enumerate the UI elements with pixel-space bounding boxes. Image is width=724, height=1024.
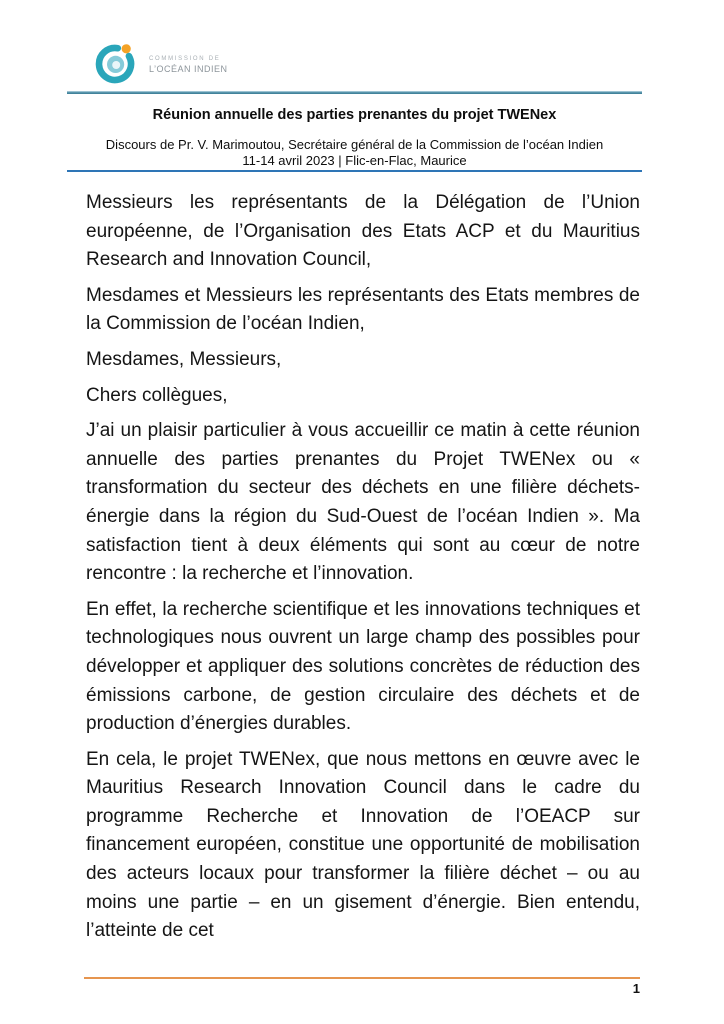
logo-org-line2: L’OCÉAN INDIEN	[149, 63, 228, 74]
commission-ocean-indien-logo	[93, 39, 228, 84]
document-title: Réunion annuelle des parties prenantes du projet TWENex	[152, 107, 557, 123]
logo-org-line1: COMMISSION DE	[149, 55, 221, 62]
document-dateline: 11-14 avril 2023 | Flic-en-Flac, Maurice	[242, 153, 467, 168]
paragraph-salutation-collegues: Chers collègues,	[86, 384, 228, 406]
paragraph-recherche-innovations: En effet, la recherche scientifique et les innovations techniques et technologiques nous ouvrent un large champ des possibles pour développer et appliquer des solutions concrètes de réduction des émissions carbone, de gestion circulaire des déchets et de production d’énergies durables.	[86, 598, 640, 735]
speech-body	[86, 189, 640, 971]
paragraph-accueil-twenex: J’ai un plaisir particulier à vous accueillir ce matin à cette réunion annuelle des parties prenantes du Projet TWENex ou « transformation du secteur des déchets en une filière déchets-énergie dans la région du Sud-Ouest de l’océan Indien ». Ma satisfaction tient à deux éléments qui sont au cœur de notre rencontre : la recherche et l’innovation.	[86, 420, 640, 585]
document-header	[67, 106, 642, 169]
paragraph-salutation-etats-membres: Mesdames et Messieurs les représentants des Etats membres de la Commission de l’océan Indien,	[86, 284, 640, 335]
header-top-rule	[67, 91, 642, 94]
document-subtitle: Discours de Pr. V. Marimoutou, Secrétaire général de la Commission de l’océan Indien	[105, 137, 604, 152]
header-bottom-rule	[67, 170, 642, 172]
footer-rule	[84, 977, 640, 979]
paragraph-salutation-mesdames: Mesdames, Messieurs,	[86, 348, 282, 370]
paragraph-projet-twenex-oeacp: En cela, le projet TWENex, que nous mettons en œuvre avec le Mauritius Research Innovation Council dans le cadre du programme Recherche et Innovation de l’OEACP sur financement européen, constitue une opportunité de mobilisation des acteurs locaux pour transformer la filière déchet – ou au moins une partie – en un gisement d’énergie. Bien entendu, l’atteinte de cet	[86, 748, 640, 942]
logo-wordmark	[149, 50, 228, 74]
ocean-indien-swirl-icon	[93, 39, 140, 84]
paragraph-salutation-delegation: Messieurs les représentants de la Délégation de l’Union européenne, de l’Organisation des Etats ACP et du Mauritius Research and Innovation Council,	[86, 192, 640, 271]
page-number: 1	[632, 981, 640, 996]
